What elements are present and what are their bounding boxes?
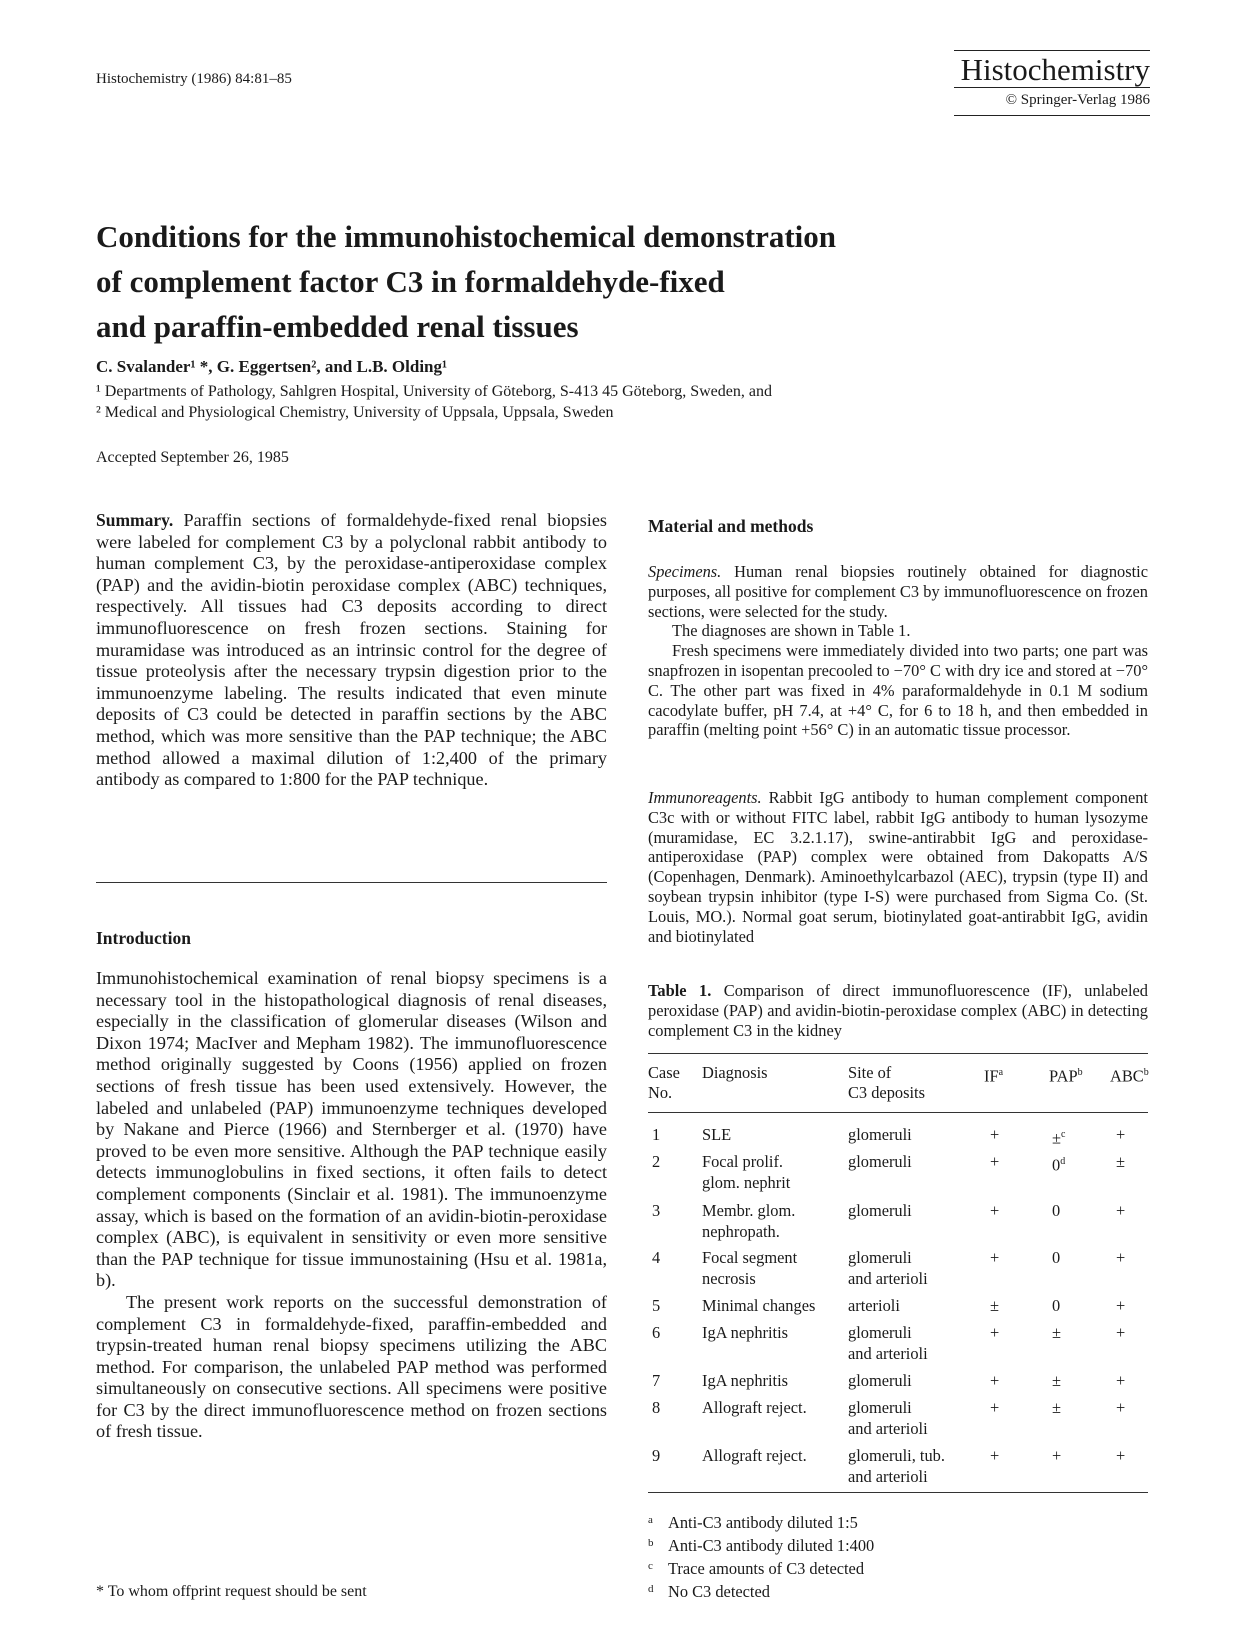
row-pap-result [1052,1248,1060,1269]
row-pap-result [1052,1398,1061,1419]
row-pap-result-value: 0 [1052,1296,1061,1315]
row-diagnosis-line: glom. nephrit [702,1172,791,1192]
journal-name: Histochemistry [954,50,1150,88]
table-caption [648,981,1148,1041]
row-site-line: and arterioli [848,1466,928,1486]
specimens-text: Human renal biopsies routinely obtained for diagnostic purposes, all positive for complement C3 by immunofluorescence on frozen sections, were selected for the study. [648,562,1148,621]
row-if-result-value: + [990,1446,1000,1465]
row-diagnosis [702,1248,797,1289]
row-abc-result [1116,1296,1125,1317]
header-case-line-1: Case [648,1063,680,1082]
row-site-line: and arterioli [848,1343,928,1363]
row-site [848,1201,912,1222]
row-if-result [990,1152,999,1173]
note-mark: d [648,1583,654,1595]
row-pap-result-value: 0 [1052,1155,1061,1175]
row-case-number-value: 3 [652,1201,661,1220]
row-site [848,1398,928,1439]
row-if-result [990,1296,999,1317]
header-abc-mark: b [1143,1067,1149,1078]
row-abc-result [1116,1323,1125,1344]
row-if-result-value: + [990,1152,1000,1171]
row-abc-result [1116,1201,1125,1222]
row-abc-result [1116,1125,1125,1146]
header-site-line-2: C3 deposits [848,1083,925,1102]
row-pap-result-mark: c [1061,1129,1066,1140]
row-abc-result-value: + [1116,1125,1126,1144]
row-site-line: and arterioli [848,1268,928,1288]
row-case-number-value: 4 [652,1248,661,1267]
row-diagnosis-line: Membr. glom. [702,1201,796,1220]
row-abc-result-value: ± [1116,1152,1125,1171]
row-diagnosis [702,1323,788,1344]
table-note [648,1533,874,1556]
row-if-result-value: ± [990,1296,999,1315]
row-site-line: glomeruli [848,1323,912,1342]
row-pap-result-value: ± [1052,1398,1061,1417]
row-site-line: glomeruli, tub. [848,1446,945,1465]
row-if-result [990,1323,999,1344]
row-case-number-value: 7 [652,1371,661,1390]
row-pap-result [1052,1371,1061,1392]
summary-text: Paraffin sections of formaldehyde-fixed renal biopsies were labeled for complement C3 by a polyclonal rabbit antibody to human complement C3, by the peroxidase-antiperoxidase complex (PAP) and the avidin-biotin peroxidase complex (ABC) techniques, respectively. All tissues had C3 deposits according to direct immunofluorescence on fresh frozen sections. Staining for muramidase was introduced as an intrinsic control for the degree of tissue proteolysis after the necessary trypsin digestion prior to the immunoenzyme labeling. The results indicated that even minute deposits of C3 could be detected in paraffin sections by the ABC method, which was more sensitive than the PAP technique; the ABC method allowed a maximal dilution of 1:2,400 of the primary antibody as compared to 1:800 for the PAP technique. [96,510,607,790]
row-diagnosis [702,1201,795,1242]
row-diagnosis [702,1125,731,1146]
row-diagnosis-line: Focal prolif. [702,1152,784,1171]
section-divider [96,882,607,883]
row-case-number [652,1446,660,1467]
header-pap [1049,1063,1083,1086]
row-case-number [652,1125,660,1146]
header-abc [1110,1063,1149,1086]
accepted-date: Accepted September 26, 1985 [96,449,289,466]
affiliation-1: ¹ Departments of Pathology, Sahlgren Hospital, University of Göteborg, S-413 45 Göteborg, Sweden, and [96,383,772,400]
row-abc-result [1116,1152,1125,1173]
header-pap-mark: b [1077,1067,1083,1078]
header-if-mark: a [998,1067,1004,1078]
methods-heading: Material and methods [648,516,814,536]
table-top-rule [648,1053,1148,1054]
summary-paragraph [96,510,607,791]
row-abc-result [1116,1248,1125,1269]
row-if-result [990,1371,999,1392]
row-case-number [652,1398,660,1419]
row-diagnosis-line: Allograft reject. [702,1398,807,1417]
row-abc-result-value: + [1116,1201,1126,1220]
row-diagnosis-line: Allograft reject. [702,1446,807,1465]
row-abc-result-value: + [1116,1296,1126,1315]
row-if-result [990,1201,999,1222]
introduction-paragraph-1: Immunohistochemical examination of renal biopsy specimens is a necessary tool in the histopathological diagnosis of renal diseases, especially in the classification of glomerular diseases (Wilson and Dixon 1974; MacIver and Mepham 1982). The immunofluorescence method originally suggested by Coons (1956) applied on frozen sections of fresh tissue has been used extensively. However, the labeled and unlabeled (PAP) immunoenzyme techniques developed by Nakane and Pierce (1966) and Sternberger et al. (1970) have proved to be even more sensitive. Although the PAP technique easily detects immunoglobulins in fixed sections, it often fails to detect complement components (Sinclair et al. 1981). The immunoenzyme assay, which is based on the formation of an avidin-biotin-peroxidase complex (ABC), is equivalent in sensitivity or even more sensitive than the PAP technique for tissue immunostaining (Hsu et al. 1981a, b). [96,968,607,1291]
row-site [848,1248,928,1289]
note-text: No C3 detected [668,1582,770,1601]
row-site-line: glomeruli [848,1201,912,1220]
row-diagnosis [702,1446,807,1467]
row-case-number [652,1323,660,1344]
fresh-specimens-paragraph: Fresh specimens were immediately divided into two parts; one part was snapfrozen in isopentan precooled to −70° C with dry ice and stored at −70° C. The other part was fixed in 4% paraformaldehyde in 0.1 M sodium cacodylate buffer, pH 7.4, at +4° C, for 6 to 18 h, and then embedded in paraffin (melting point +56° C) in an automatic tissue processor. [648,641,1148,740]
header-abc-label: ABC [1110,1066,1144,1086]
table-header-rule [648,1112,1148,1113]
table-note [648,1510,874,1533]
row-if-result [990,1446,999,1467]
row-if-result [990,1248,999,1269]
row-abc-result [1116,1446,1125,1467]
row-abc-result-value: + [1116,1398,1126,1417]
row-site [848,1152,912,1173]
row-case-number-value: 2 [652,1152,661,1171]
row-pap-result-value: ± [1052,1128,1061,1148]
row-diagnosis-line: IgA nephritis [702,1323,789,1342]
row-diagnosis [702,1398,807,1419]
row-diagnosis [702,1296,815,1317]
introduction-body [96,968,607,1443]
row-pap-result [1052,1125,1065,1149]
row-site-line: glomeruli [848,1371,912,1390]
note-text: Anti-C3 antibody diluted 1:5 [668,1513,858,1532]
copyright: © Springer-Verlag 1986 [954,92,1150,116]
note-text: Anti-C3 antibody diluted 1:400 [668,1536,875,1555]
row-site-line: glomeruli [848,1125,912,1144]
header-case [648,1063,680,1103]
note-mark: c [648,1560,653,1572]
row-diagnosis [702,1371,788,1392]
row-diagnosis-line: necrosis [702,1268,756,1288]
row-pap-result-mark: d [1060,1156,1066,1167]
table-bottom-rule [648,1492,1148,1493]
row-pap-result [1052,1152,1065,1176]
row-site [848,1446,945,1487]
table-note [648,1556,874,1579]
authors: C. Svalander¹ *, G. Eggertsen², and L.B. Olding¹ [96,357,448,376]
row-site [848,1125,912,1146]
header-diagnosis: Diagnosis [702,1063,768,1082]
immunoreagents-section [648,788,1148,946]
row-site-line: glomeruli [848,1398,912,1417]
row-case-number-value: 1 [652,1125,661,1144]
row-if-result-value: + [990,1201,1000,1220]
row-case-number-value: 9 [652,1446,661,1465]
introduction-paragraph-2: The present work reports on the successful demonstration of complement C3 in formaldehyde-fixed, paraffin-embedded and trypsin-treated human renal biopsy specimens utilizing the ABC method. For comparison, the unlabeled PAP method was performed simultaneously on consecutive sections. All specimens were positive for C3 by the direct immunofluorescence method on frozen sections of fresh tissue. [96,1291,607,1442]
note-mark: b [648,1537,654,1549]
row-pap-result-value: 0 [1052,1248,1061,1267]
row-abc-result-value: + [1116,1446,1126,1465]
row-case-number [652,1296,660,1317]
row-abc-result-value: + [1116,1323,1126,1342]
title-line-3: and paraffin-embedded renal tissues [96,309,579,344]
immunoreagents-text: Rabbit IgG antibody to human complement component C3c with or without FITC label, rabbit IgG antibody to human lysozyme (muramidase, EC 3.2.1.17), swine-antirabbit IgG and peroxidase-antiperoxidase (PAP) complex were obtained from Dakopatts A/S (Copenhagen, Denmark). Aminoethylcarbazol (AEC), trypsin (type II) and soybean trypsin inhibitor (type I-S) were purchased from Sigma Co. (St. Louis, MO.). Normal goat serum, biotinylated goat-antirabbit IgG, avidin and biotinylated [648,788,1148,946]
row-site-line: glomeruli [848,1152,912,1171]
row-pap-result-value: + [1052,1446,1062,1465]
row-diagnosis-line: nephropath. [702,1221,780,1241]
row-site [848,1371,912,1392]
summary-label: Summary. [96,510,174,530]
row-site [848,1296,900,1317]
specimens-label: Specimens. [648,562,722,581]
row-site [848,1323,928,1364]
row-case-number [652,1248,660,1269]
row-case-number [652,1201,660,1222]
note-text: Trace amounts of C3 detected [668,1559,865,1578]
row-diagnosis-line: Minimal changes [702,1296,816,1315]
offprint-footnote: * To whom offprint request should be sent [96,1583,367,1600]
row-site-line: arterioli [848,1296,900,1315]
table-caption-label: Table 1. [648,981,712,1000]
row-pap-result [1052,1296,1060,1317]
row-diagnosis-line: Focal segment [702,1248,798,1267]
header-case-line-2: No. [648,1083,673,1102]
row-case-number [652,1371,660,1392]
row-diagnosis-line: SLE [702,1125,732,1144]
journal-masthead [954,50,1150,116]
title-line-2: of complement factor C3 in formaldehyde-fixed [96,264,725,299]
row-case-number-value: 5 [652,1296,661,1315]
row-if-result-value: + [990,1323,1000,1342]
row-pap-result-value: ± [1052,1323,1061,1342]
header-if [984,1063,1003,1086]
row-if-result-value: + [990,1371,1000,1390]
header-site [848,1063,925,1103]
row-abc-result-value: + [1116,1371,1126,1390]
introduction-heading: Introduction [96,928,191,948]
row-abc-result-value: + [1116,1248,1126,1267]
specimens-section [648,562,1148,740]
row-pap-result [1052,1446,1061,1467]
row-case-number-value: 8 [652,1398,661,1417]
article-title [96,214,956,349]
header-if-label: IF [984,1066,999,1086]
row-if-result [990,1125,999,1146]
row-pap-result [1052,1323,1061,1344]
table-note [648,1579,874,1602]
row-if-result-value: + [990,1125,1000,1144]
note-mark: a [648,1514,653,1526]
row-diagnosis-line: IgA nephritis [702,1371,789,1390]
title-line-1: Conditions for the immunohistochemical demonstration [96,219,837,254]
row-site-line: glomeruli [848,1248,912,1267]
running-head: Histochemistry (1986) 84:81–85 [96,71,292,87]
row-if-result-value: + [990,1398,1000,1417]
row-abc-result [1116,1371,1125,1392]
row-case-number [652,1152,660,1173]
immunoreagents-label: Immunoreagents. [648,788,762,807]
row-pap-result [1052,1201,1060,1222]
row-pap-result-value: 0 [1052,1201,1061,1220]
row-case-number-value: 6 [652,1323,661,1342]
header-pap-label: PAP [1049,1066,1078,1086]
row-abc-result [1116,1398,1125,1419]
row-site-line: and arterioli [848,1418,928,1438]
table-caption-text: Comparison of direct immunofluorescence (IF), unlabeled peroxidase (PAP) and avidin-biotin-peroxidase complex (ABC) in detecting complement C3 in the kidney [648,981,1148,1040]
affiliations [96,381,772,423]
row-if-result-value: + [990,1248,1000,1267]
row-if-result [990,1398,999,1419]
row-pap-result-value: ± [1052,1371,1061,1390]
row-diagnosis [702,1152,790,1193]
table-notes [648,1510,874,1602]
header-site-line-1: Site of [848,1063,892,1082]
affiliation-2: ² Medical and Physiological Chemistry, University of Uppsala, Uppsala, Sweden [96,404,614,421]
diagnoses-sentence: The diagnoses are shown in Table 1. [672,621,911,641]
